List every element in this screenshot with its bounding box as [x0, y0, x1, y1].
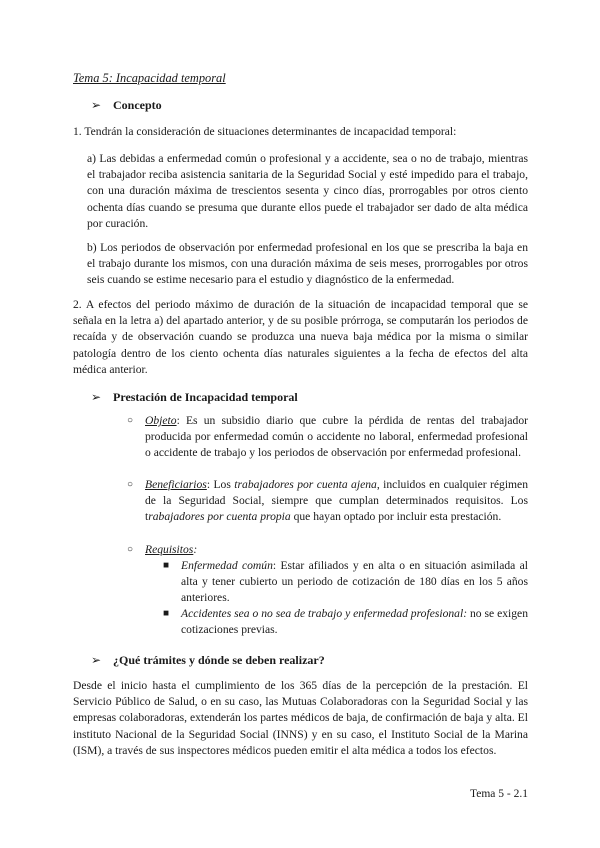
list-item-requisitos — [127, 542, 528, 558]
paragraph-a: a) Las debidas a enfermedad común o profesional y a accidente, sea o no de trabajo, mientras el trabajador reciba asistencia sanitaria de la Seguridad Social y esté impedido para el trabajo, con una duración máxima de trescientos sesenta y cinco días, prorrogables por otros ciento ochenta días cuando se presuma que durante ellos puede el trabajador ser dado de alta médica por curación. — [87, 152, 528, 230]
circle-bullet-icon: ○ — [127, 544, 134, 555]
heading-prestacion — [91, 389, 298, 405]
req1-text: : Estar afiliados y en alta o en situación asimilada al alta y tener cubierto un periodo de cotización de 180 días en los 5 años anteriores. — [181, 559, 528, 605]
arrow-icon: ➢ — [91, 98, 102, 112]
benef-text-2: , incluidos en cualquier régimen de la Seguridad Social, siempre que cumplan determinados requisitos. Los t — [145, 478, 528, 524]
req2-text: no se exigen cotizaciones previas. — [181, 607, 528, 637]
objeto-text: : Es un subsidio diario que cubre la pérdida de rentas del trabajador producida por enfermedad común o accidente no laboral, enfermedad profesional o accidente de trabajo y los periodos de observación por enfermedad profesional. — [145, 414, 528, 460]
paragraph-b: b) Los periodos de observación por enfermedad profesional en los que se prescriba la baja en el trabajo durante los mismos, con una duración máxima de seis meses, prorrogables por otros seis cuando se estime necesario para el estudio y diagnóstico de la enfermedad. — [87, 241, 528, 287]
requisitos-label: Requisitos — [145, 543, 194, 556]
page-footer: Tema 5 - 2.1 — [470, 788, 528, 800]
arrow-icon: ➢ — [91, 390, 102, 404]
paragraph-1: 1. Tendrán la consideración de situaciones determinantes de incapacidad temporal: — [73, 125, 457, 138]
heading-tramites — [91, 652, 325, 668]
list-item-objeto — [127, 413, 528, 462]
list-item-beneficiarios — [127, 477, 528, 526]
benef-text-1: : Los — [206, 478, 235, 491]
circle-bullet-icon: ○ — [127, 479, 134, 490]
paragraph-2: 2. A efectos del periodo máximo de duración de la situación de incapacidad temporal que se señala en la letra a) del apartado anterior, y de su posible prórroga, se computarán los periodos de recaída y de observación cuando se produzca una nueva baja médica por la misma o similar patología dentro de los ciento ochenta días naturales siguientes a la fecha de efectos del alta médica anterior. — [73, 298, 528, 376]
circle-bullet-icon: ○ — [127, 415, 134, 426]
req1-italic: Enfermedad común — [181, 559, 273, 572]
square-bullet-icon: ■ — [163, 560, 170, 571]
page-title: Tema 5: Incapacidad temporal — [73, 71, 226, 85]
objeto-label: Objeto — [145, 414, 177, 427]
heading-text: Concepto — [113, 98, 162, 112]
paragraph-tramites: Desde el inicio hasta el cumplimiento de los 365 días de la percepción de la prestación. El Servicio Público de Salud, o en su caso, las Mutuas Colaboradoras con la Seguridad Social y las empresas colaboradoras, extenderán los partes médicos de baja, de confirmación de baja y alta. El instituto Nacional de la Seguridad Social (INNS) y en su caso, el Instituto Social de la Marina (ISM), a través de sus inspectores médicos pueden emitir el alta médica a todos los efectos. — [73, 679, 528, 757]
benef-italic-1: trabajadores por cuenta ajena — [234, 478, 377, 491]
heading-text: Prestación de Incapacidad temporal — [113, 390, 298, 404]
arrow-icon: ➢ — [91, 653, 102, 667]
benef-text-3: que hayan optado por incluir esta prestación. — [290, 510, 502, 524]
beneficiarios-label: Beneficiarios — [145, 478, 207, 491]
benef-italic-2: rabajadores por cuenta propia — [148, 510, 291, 524]
heading-concepto — [91, 97, 162, 113]
heading-text: ¿Qué trámites y dónde se deben realizar? — [113, 653, 325, 667]
square-bullet-icon: ■ — [163, 608, 170, 619]
req2-italic: Accidentes sea o no sea de trabajo y enfermedad profesional: — [181, 607, 468, 620]
sublist-item-accidentes — [163, 606, 528, 638]
requisitos-colon: : — [193, 543, 198, 556]
sublist-item-enfermedad — [163, 558, 528, 607]
